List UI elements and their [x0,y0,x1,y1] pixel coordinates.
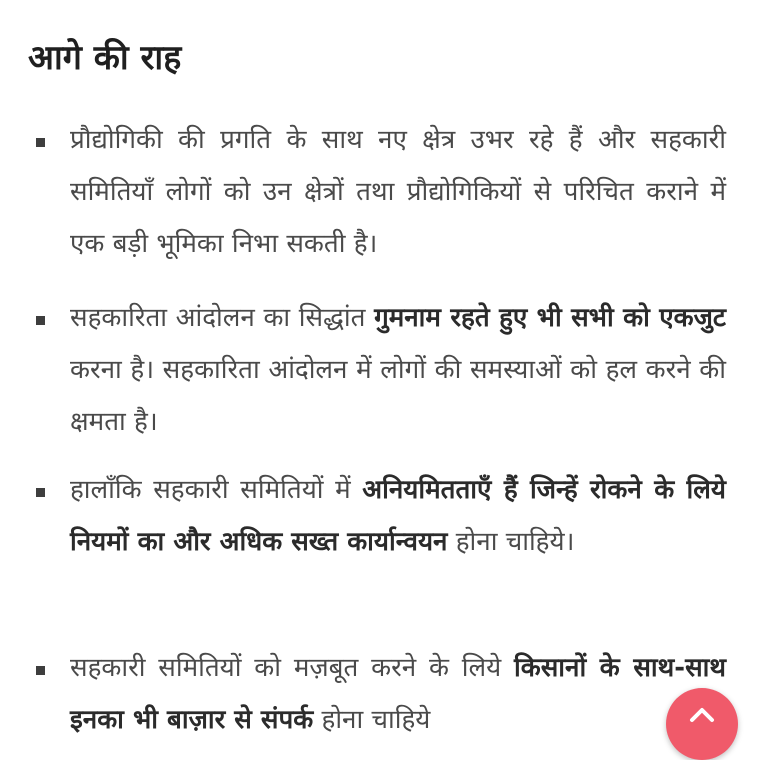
bullet-text [70,464,726,568]
bullet-text [70,114,726,270]
chevron-up-icon [688,704,716,724]
text-segment: होना चाहिये [313,705,431,735]
scroll-to-top-button[interactable] [666,688,738,760]
bullet-square-icon [36,138,45,147]
text-segment: करना है। सहकारिता आंदोलन में लोगों की समस्याओं को हल करने की क्षमता है। [70,355,726,437]
text-segment: प्रौद्योगिकी की प्रगति के साथ नए क्षेत्र उभर रहे हैं और सहकारी समितियाँ लोगों को उन क्षेत्रों तथा प्रौद्योगिकियों से परिचित कराने में एक बड़ी भूमिका निभा सकती है। [70,125,726,259]
bold-text-segment: किसानों के साथ-साथ इनका भी बाज़ार से संपर्क [70,653,726,735]
text-segment: सहकारिता आंदोलन का सिद्धांत [70,303,375,333]
bullet-square-icon [36,316,45,325]
text-segment: सहकारी समितियों को मज़बूत करने के लिये [70,653,515,683]
text-segment: होना चाहिये। [447,527,575,557]
bullet-square-icon [36,488,45,497]
bullet-text [70,642,726,746]
bullet-square-icon [36,666,45,675]
text-segment: हालाँकि सहकारी समितियों में [70,475,363,505]
bullet-text [70,292,726,448]
bold-text-segment: गुमनाम रहते हुए भी सभी को एकजुट [374,303,726,333]
bold-text-segment: अनियमितताएँ हैं जिन्हें रोकने के लिये नियमों का और अधिक सख्त कार्यान्वयन [70,475,726,557]
section-heading: आगे की राह [28,38,182,78]
